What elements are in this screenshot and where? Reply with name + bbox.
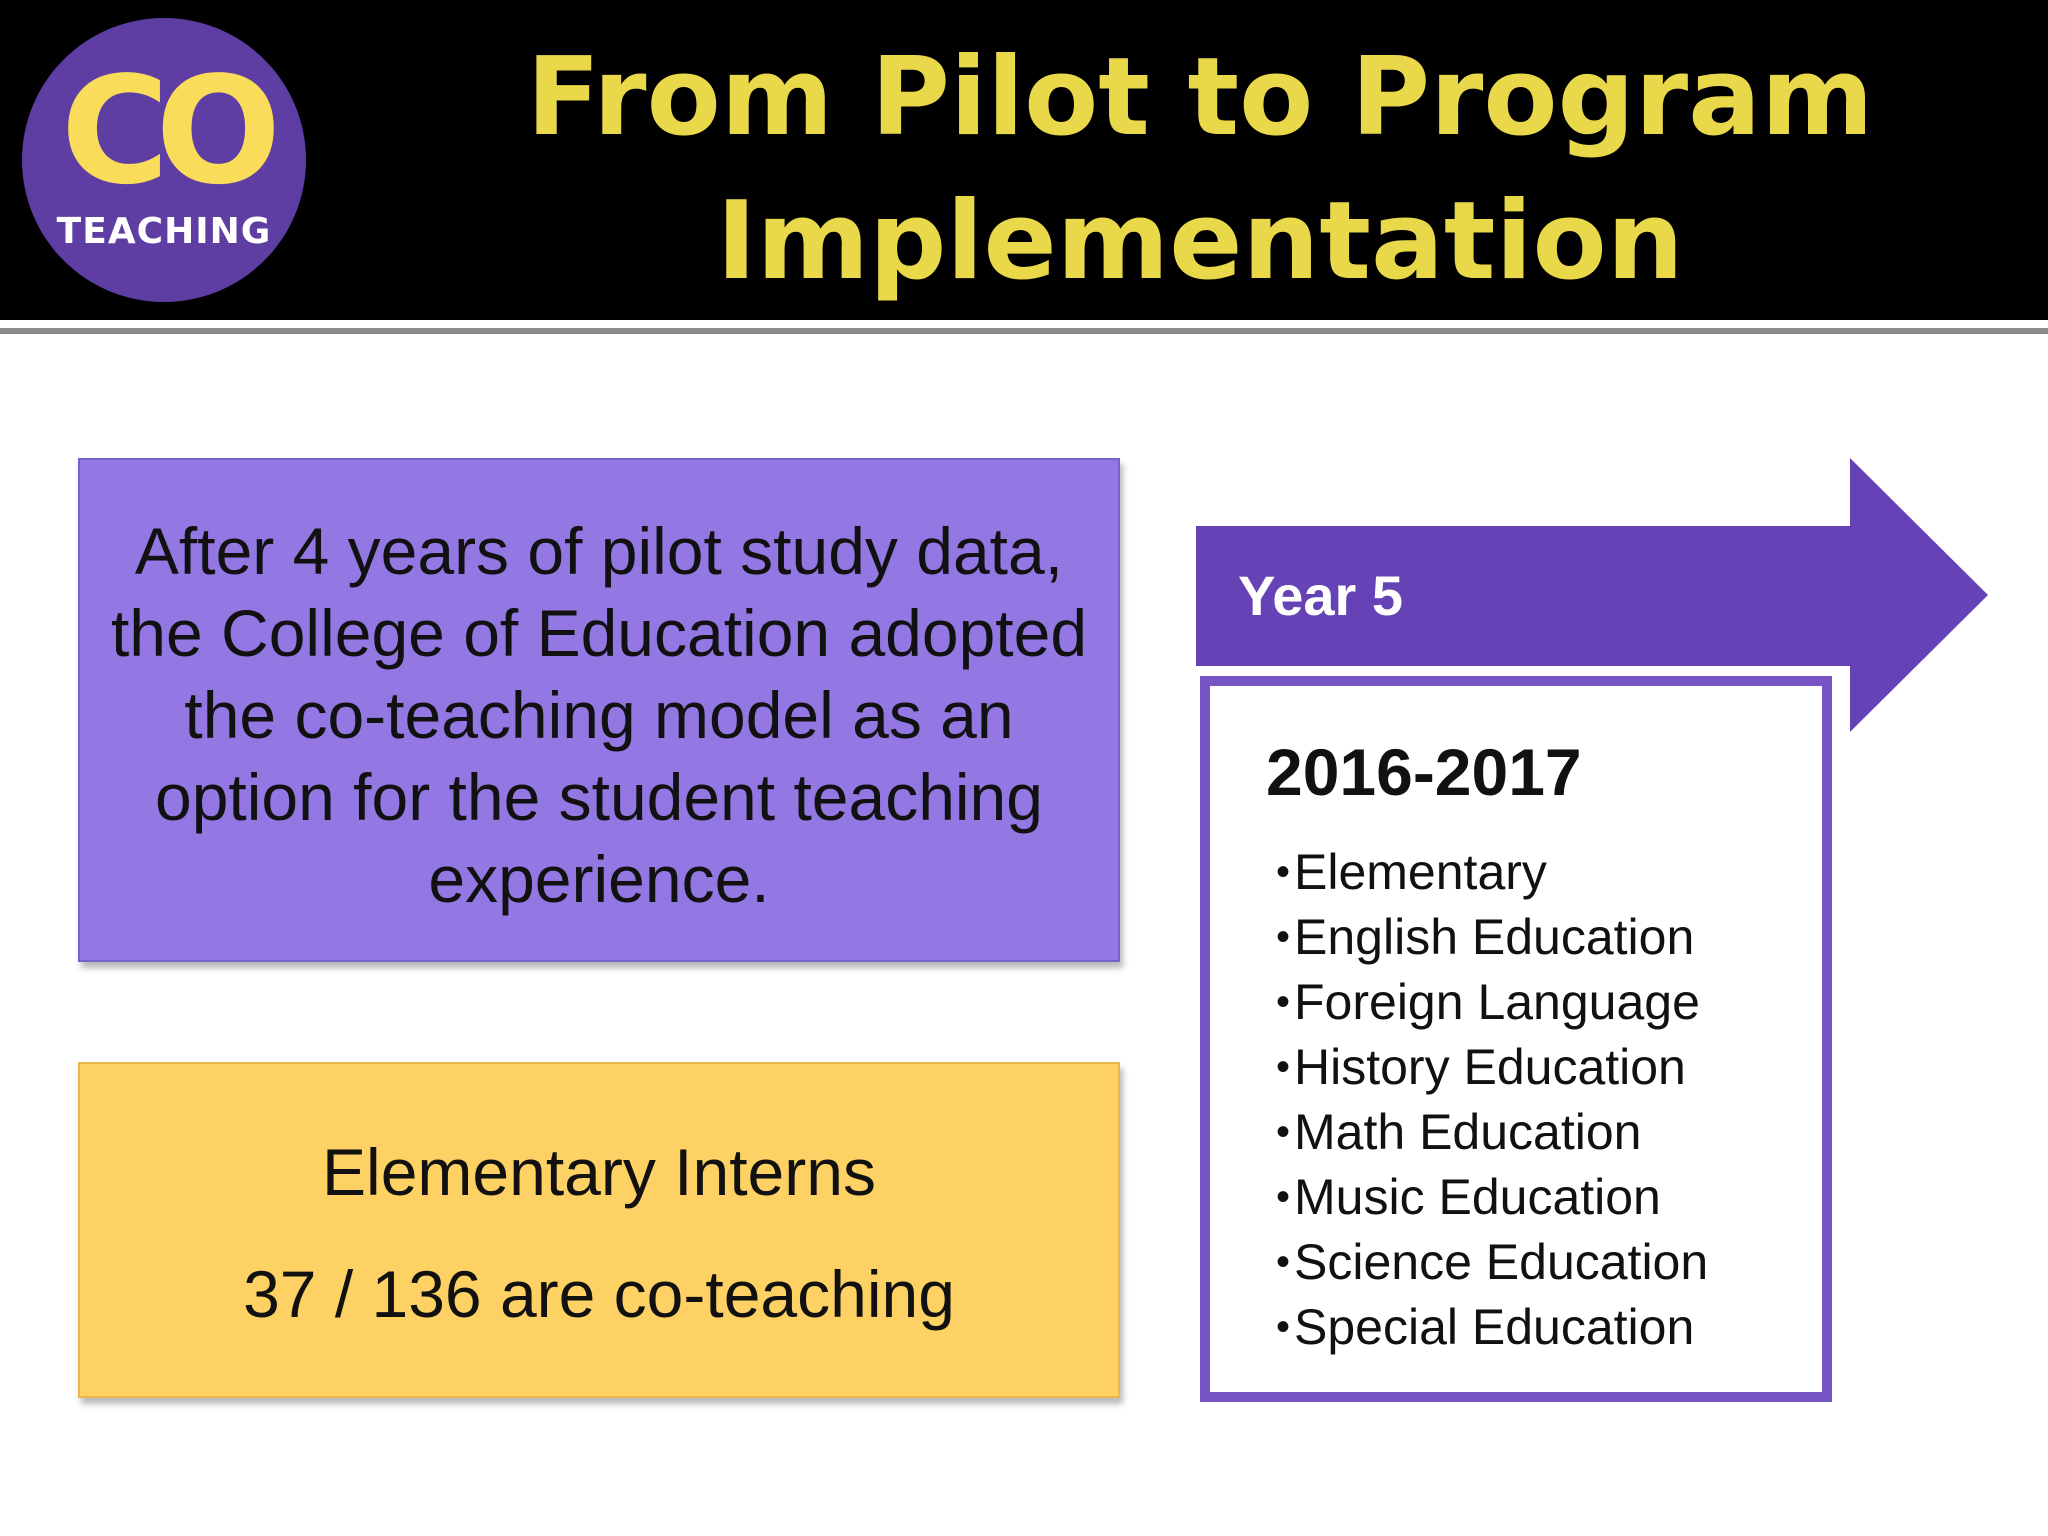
slide-header (0, 0, 2048, 320)
header-divider (0, 328, 2048, 334)
slide-title (440, 26, 1960, 314)
bullet-icon: • (1276, 850, 1291, 894)
program-list (1276, 842, 1708, 1362)
program-name: History Education (1294, 1039, 1686, 1095)
bullet-icon: • (1276, 1110, 1291, 1154)
bullet-icon: • (1276, 980, 1291, 1024)
pilot-summary-box (78, 458, 1120, 962)
program-name: Science Education (1294, 1234, 1709, 1290)
interns-count: 37 / 136 are co-teaching (243, 1257, 955, 1331)
program-name: Math Education (1294, 1104, 1642, 1160)
bullet-icon: • (1276, 1045, 1291, 1089)
year-label: Year 5 (1238, 564, 1404, 627)
program-name: Special Education (1294, 1299, 1695, 1355)
school-year-heading: 2016-2017 (1266, 735, 1582, 809)
program-name: Music Education (1294, 1169, 1661, 1225)
bullet-icon: • (1276, 1305, 1291, 1349)
slide-title-line-1: From Pilot to Program (526, 35, 1874, 160)
bullet-icon: • (1276, 1240, 1291, 1284)
list-item (1276, 1297, 1708, 1362)
interns-box (78, 1062, 1120, 1398)
slide-title-line-2: Implementation (716, 179, 1684, 304)
list-item (1276, 972, 1708, 1037)
pilot-summary-text: After 4 years of pilot study data, the College of Education adopted the co-teaching model as an option for the student teaching experience. (110, 514, 1088, 916)
program-name: English Education (1294, 909, 1695, 965)
bullet-icon: • (1276, 1175, 1291, 1219)
list-item (1276, 842, 1708, 907)
co-teaching-logo (22, 18, 306, 302)
bullet-icon: • (1276, 915, 1291, 959)
list-item (1276, 1102, 1708, 1167)
logo-co-text: CO (60, 45, 268, 217)
list-item (1276, 907, 1708, 972)
interns-title: Elementary Interns (322, 1135, 876, 1209)
list-item (1276, 1167, 1708, 1232)
list-item (1276, 1037, 1708, 1102)
program-list-box (1200, 676, 1832, 1402)
logo-teaching-text: TEACHING (56, 211, 272, 252)
list-item (1276, 1232, 1708, 1297)
program-name: Foreign Language (1294, 974, 1700, 1030)
program-name: Elementary (1294, 844, 1547, 900)
